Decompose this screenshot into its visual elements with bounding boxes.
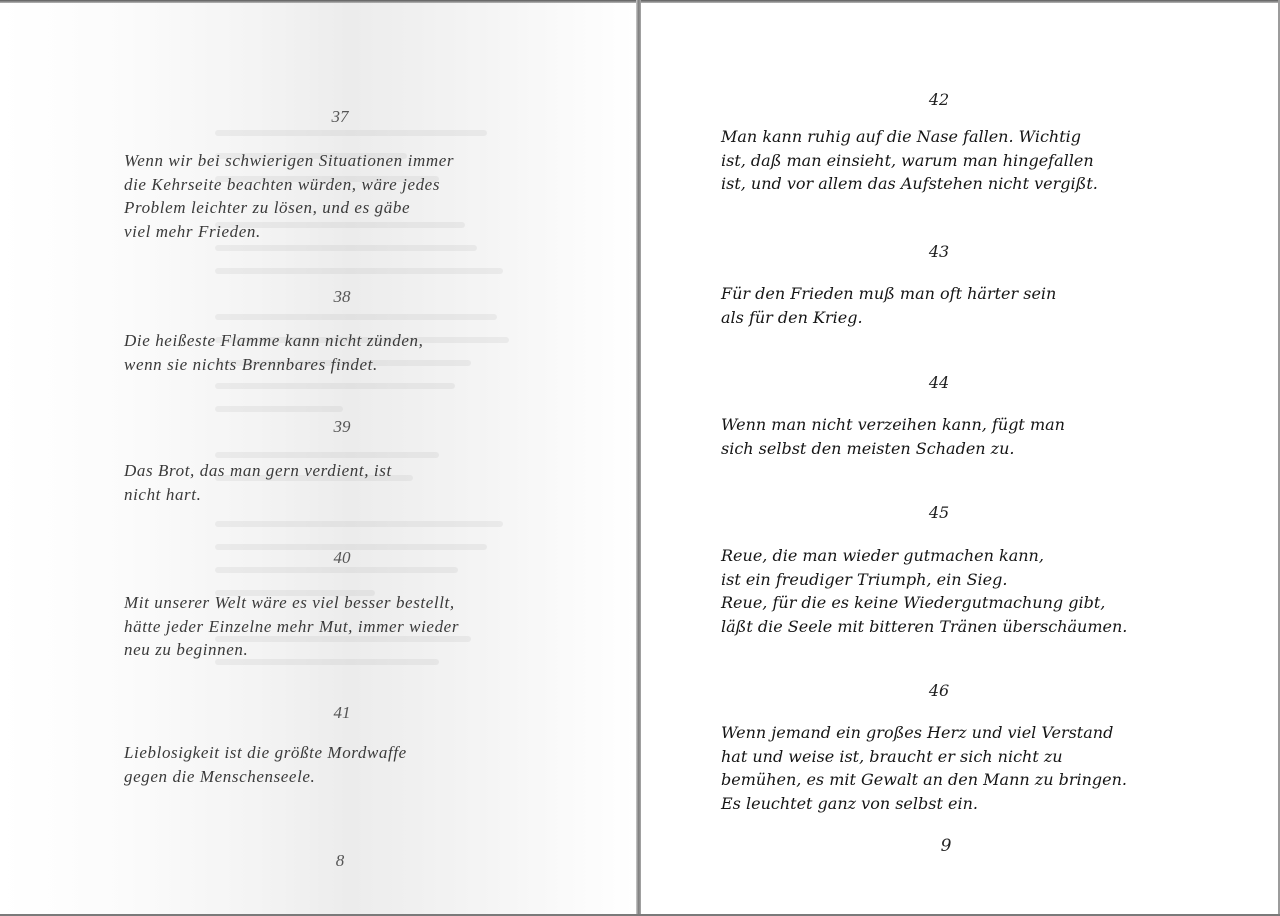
aphorism-text-39: Das Brot, das man gern verdient, ist nicht hart. xyxy=(124,461,392,504)
aphorism-number-38: 38 xyxy=(333,287,351,306)
aphorism-text-37: Wenn wir bei schwierigen Situationen immer die Kehrseite beachten würden, wäre jedes Problem leichter zu lösen, und es gäbe viel mehr Frieden. xyxy=(124,151,455,241)
aphorism-number-45: 45 xyxy=(928,503,950,522)
aphorism-text-41: Lieblosigkeit ist die größte Mordwaffe gegen die Menschenseele. xyxy=(124,743,407,786)
right-page xyxy=(641,3,1280,916)
aphorism-text-42: Man kann ruhig auf die Nase fallen. Wichtig ist, daß man einsieht, warum man hingefallen ist, und vor allem das Aufstehen nicht vergißt. xyxy=(721,127,1098,193)
page-number-right: 9 xyxy=(940,836,952,856)
aphorism-text-43: Für den Frieden muß man oft härter sein als für den Krieg. xyxy=(721,284,1057,327)
aphorism-number-43: 43 xyxy=(928,242,950,261)
aphorism-text-40: Mit unserer Welt wäre es viel besser bestellt, hätte jeder Einzelne mehr Mut, immer wieder neu zu beginnen. xyxy=(124,593,460,659)
aphorism-number-41: 41 xyxy=(333,703,351,722)
aphorism-number-42: 42 xyxy=(928,90,950,109)
aphorism-text-46: Wenn jemand ein großes Herz und viel Verstand hat und weise ist, braucht er sich nicht zu bemühen, es mit Gewalt an den Mann zu bringen. Es leuchtet ganz von selbst ein. xyxy=(721,723,1128,813)
aphorism-number-39: 39 xyxy=(333,417,351,436)
aphorism-number-37: 37 xyxy=(331,107,349,126)
page-number-left: 8 xyxy=(335,851,345,870)
aphorism-text-38: Die heißeste Flamme kann nicht zünden, wenn sie nichts Brennbares findet. xyxy=(124,331,424,374)
aphorism-number-46: 46 xyxy=(928,681,950,700)
aphorism-number-44: 44 xyxy=(928,373,950,392)
aphorism-text-44: Wenn man nicht verzeihen kann, fügt man sich selbst den meisten Schaden zu. xyxy=(721,415,1065,458)
aphorism-number-40: 40 xyxy=(333,548,351,567)
left-page xyxy=(0,3,636,916)
aphorism-text-45: Reue, die man wieder gutmachen kann, ist ein freudiger Triumph, ein Sieg. Reue, für die es keine Wiedergutmachung gibt, läßt die Seele mit bitteren Tränen überschäumen. xyxy=(721,546,1128,636)
